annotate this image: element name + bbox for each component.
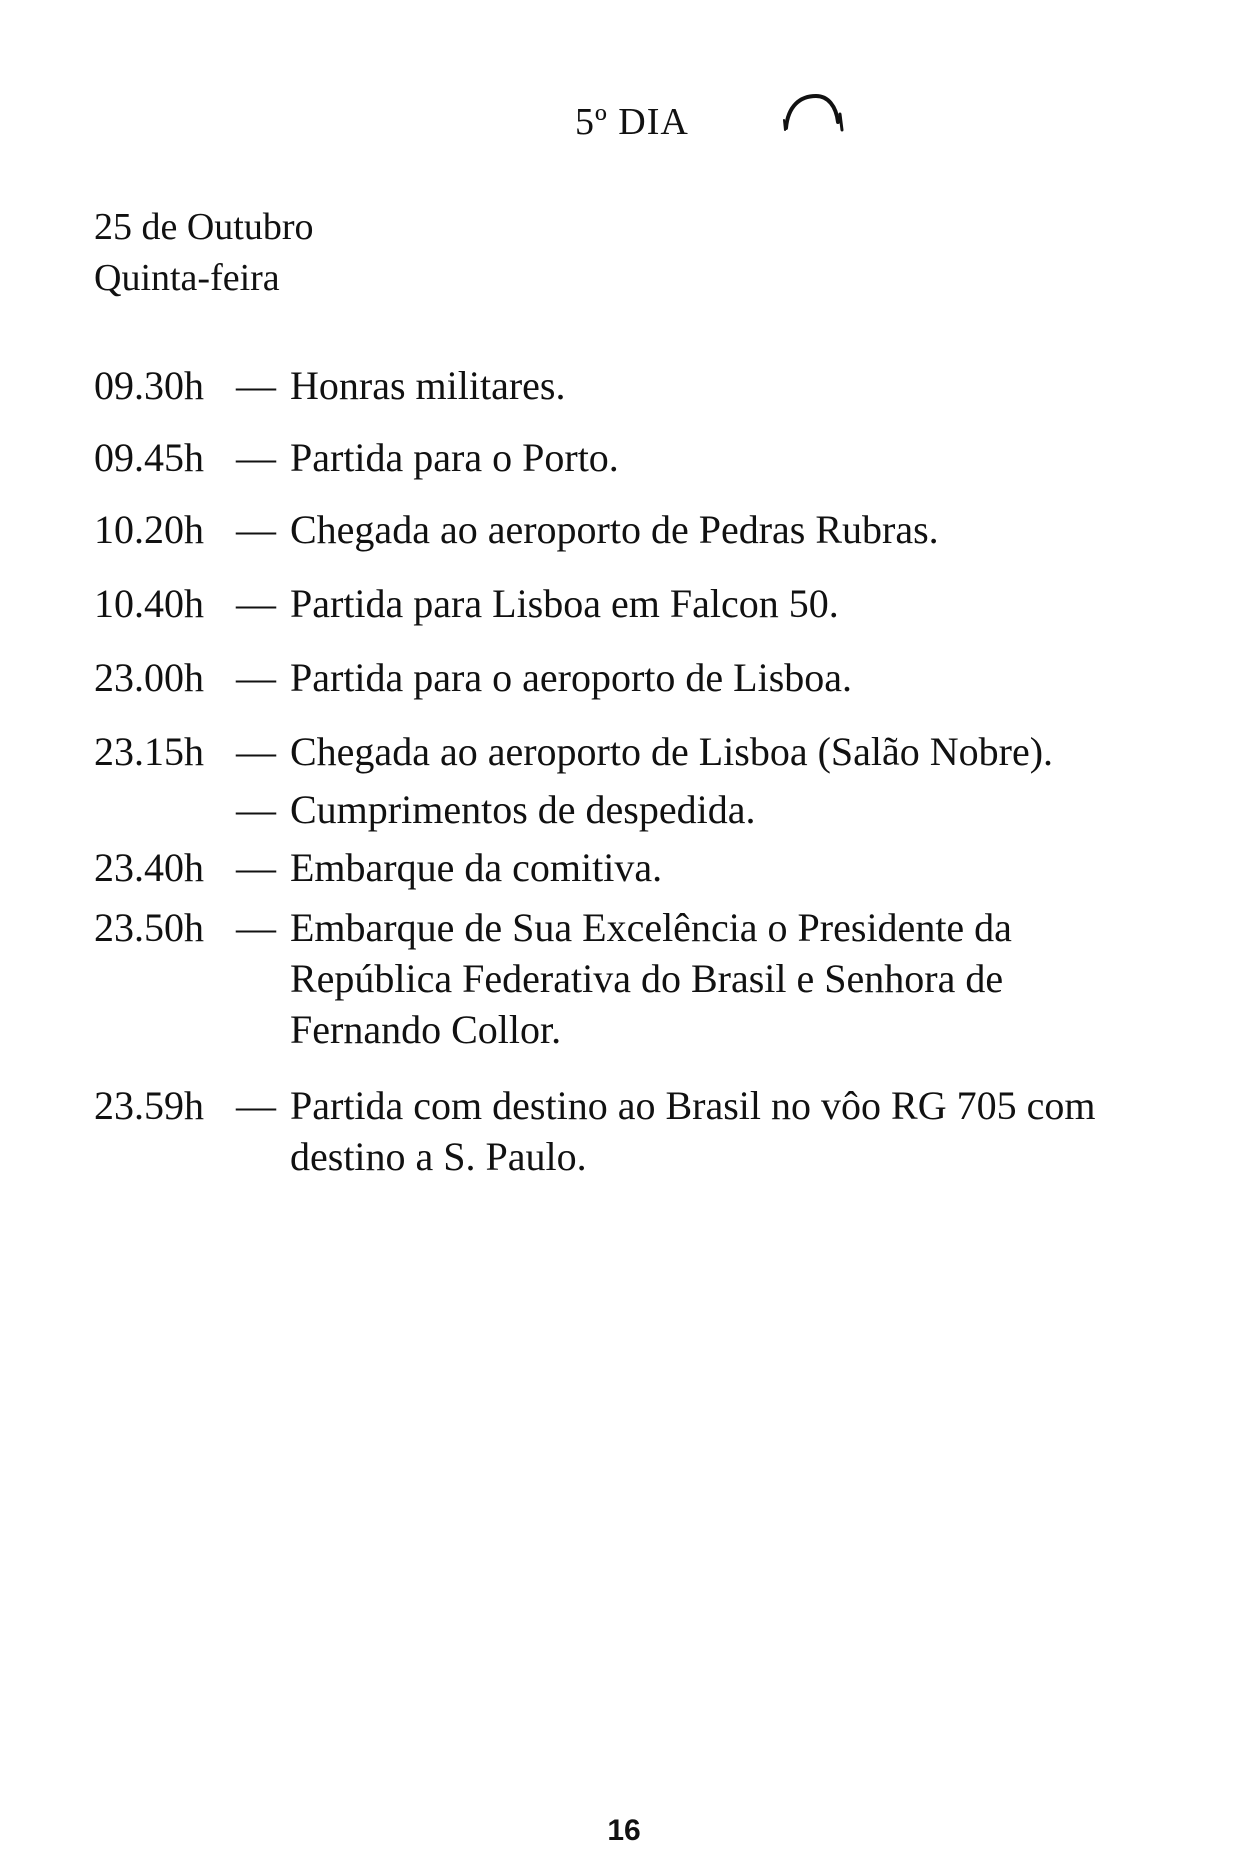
entry-time: 23.40h	[94, 845, 204, 890]
entry-text: Cumprimentos de despedida.	[290, 787, 756, 832]
entry-text: Partida para o Porto.	[290, 435, 619, 480]
entry-text: Honras militares.	[290, 363, 566, 408]
entry-time: 09.45h	[94, 435, 204, 480]
entry-dash: —	[236, 435, 276, 480]
entry-time: 23.59h	[94, 1083, 204, 1128]
entry-dash: —	[236, 729, 276, 774]
entry-text: Embarque da comitiva.	[290, 845, 663, 890]
entry-text: Chegada ao aeroporto de Pedras Rubras.	[290, 507, 939, 552]
entry-time: 10.40h	[94, 581, 204, 626]
entry-dash: —	[236, 581, 276, 626]
day-heading: 5º DIA	[575, 101, 689, 143]
schedule-entry	[94, 1080, 1160, 1182]
entry-dash: —	[236, 845, 276, 890]
schedule-entry	[94, 504, 939, 555]
entry-time: 23.50h	[94, 905, 204, 950]
schedule-entry	[94, 360, 566, 411]
entry-text: Partida para o aeroporto de Lisboa.	[290, 655, 853, 700]
entry-dash: —	[236, 1083, 276, 1128]
schedule-entry	[94, 784, 755, 835]
page-number: 16	[607, 1814, 641, 1847]
entry-time: 09.30h	[94, 363, 204, 408]
handwritten-mark	[778, 86, 848, 136]
schedule-entry	[94, 726, 1053, 777]
entry-time	[94, 784, 236, 835]
entry-text: Partida para Lisboa em Falcon 50.	[290, 581, 839, 626]
entry-time: 23.15h	[94, 729, 204, 774]
entry-time: 23.00h	[94, 655, 204, 700]
entry-time: 10.20h	[94, 507, 204, 552]
date-block	[94, 202, 314, 304]
entry-text: Embarque de Sua Excelência o Presidente da República Federativa do Brasil e Senhora de Fernando Collor.	[290, 905, 1012, 1052]
schedule-entry	[94, 432, 619, 483]
schedule-entry	[94, 652, 852, 703]
entry-dash: —	[236, 905, 276, 950]
date-line: 25 de Outubro	[94, 206, 314, 248]
entry-text: Partida com destino ao Brasil no vôo RG 705 com destino a S. Paulo.	[290, 1083, 1096, 1179]
entry-text: Chegada ao aeroporto de Lisboa (Salão Nobre).	[290, 729, 1054, 774]
schedule-entry	[94, 902, 1160, 1055]
schedule-entry	[94, 578, 839, 629]
schedule-entry	[94, 842, 662, 893]
weekday-line: Quinta-feira	[94, 257, 280, 299]
entry-dash: —	[236, 655, 276, 700]
entry-dash: —	[236, 507, 276, 552]
entry-dash: —	[236, 787, 276, 832]
entry-dash: —	[236, 363, 276, 408]
